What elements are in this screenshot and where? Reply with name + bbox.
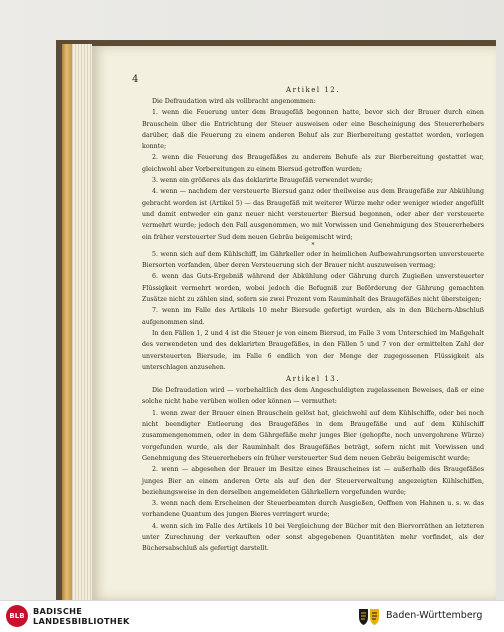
library-name-line1: BADISCHE (33, 606, 83, 616)
paragraph: 4. wenn sich im Falle des Artikels 10 bei Vergleichung der Bücher mit den Biervorräthen an letzteren unter Zurechnung der verkauften oder sonst abgegebenen Quantitäten mehr vorfindet, als der Büchersabschluß als gefertigt darstellt. (142, 522, 484, 553)
paragraph: Die Defraudation wird als vollbracht angenommen: (152, 98, 316, 105)
article-heading: Artikel 12. (286, 86, 340, 94)
book-gilt-edge (62, 44, 72, 600)
page-stack (72, 44, 92, 600)
paragraph: 3. wenn ein größeres als das deklarirte Braugefäß verwendet wurde; (152, 177, 374, 185)
paragraph: 2. wenn — abgesehen der Brauer im Besitze eines Brauscheines ist — außerhalb des Braugefäßes junges Bier an einem anderen Orte als auf den der Steuerverwaltung angezeigten Kühlschiffen, beziehungsweise in den derselben angemeldeten Gährkellern vorgefunden wurde; (142, 466, 484, 496)
baden-wuerttemberg-coat-of-arms-icon (356, 606, 382, 628)
library-name[interactable] (33, 606, 130, 626)
paragraph: 2. wenn die Feuerung des Braugefäßes zu anderem Behufe als zur Bierbereitung gestattet war, gleichwohl aber Vorbereitungen zu einem Biersud getroffen wurden; (142, 154, 484, 173)
page-number: 4 (132, 74, 139, 85)
footer-bar (0, 600, 504, 632)
paragraph: Die Defraudation wird — vorbehaltlich des dem Angeschuldigten zugelassenen Beweises, daß er eine solche nicht habe verüben wollen oder können — vermuthet: (142, 387, 484, 406)
paragraph: In den Fällen 1, 2 und 4 ist die Steuer je von einem Biersud, im Falle 3 vom Unterschied im Maßgehalt des verwendeten und des deklarirten Braugefäßes, in den Fällen 5 und 7 von der ermittelten Zahl der unversteuerten Biersude, im Falle 6 endlich von der Menge der zugegossenen Flüssigkeit als unterschlagen anzusehen. (142, 329, 484, 371)
paragraph: 3. wenn nach dem Erscheinen der Steuerbeamten durch Ausgießen, Oeffnen von Hahnen u. s. w. das vorhandene Quantum des jungen Bieres verringert wurde; (142, 500, 484, 519)
paragraph: 1. wenn die Feuerung unter dem Braugefäß begonnen hatte, bevor sich der Brauer durch einen Brauschein über die Entrichtung der Steuer ausweisen oder eine Bescheinigung des Steuererhebers darüber, daß die Feuerung zu einem anderen Behuf als zur Bierbereitung gestattet worden, vorlegen konnte; (142, 109, 484, 151)
paragraph: 6. wenn das Guts-Ergebniß während der Abkühlung oder Gährung durch Zugießen unversteuerter Flüssigkeit vermehrt worden, wobei jedoch die Befugniß zur Beförderung der Gährung gemachten Zusätze nicht zu zählen sind, sofern sie zwei Prozent vom Rauminhalt des Braugefäßes nicht übersteigen; (142, 273, 484, 304)
paragraph: 7. wenn im Falle des Artikels 10 mehr Biersude gefertigt wurden, als in den Büchern-Abschluß aufgenommen sind. (142, 307, 484, 326)
paragraph: 1. wenn zwar der Brauer einen Brauschein gelöst hat, gleichwohl auf dem Kühlschiffe, oder bei noch nicht beendigter Entleerung des Braugefäßes in dem Braugefäße und auf dem Kühlschiff zusammengenommen, oder in dem Gährgefäße mehr junges Bier (gehopfte, noch unvergohrene Würze) vorgefunden wurde, als der Rauminhalt des Braugefäßes beträgt, sofern nicht mit Vorwissen und Genehmigung des Steuererhebers ein früher versteuerter Sud dem neuen Gebräu beigemischt wurde; (142, 409, 484, 462)
book-page (92, 46, 496, 600)
page-text (142, 84, 484, 555)
library-name-line2: LANDESBIBLIOTHEK (33, 616, 130, 626)
paragraph: 4. wenn — nachdem der versteuerte Biersud ganz oder theilweise aus dem Braugefäße zur Abkühlung gebracht worden ist (Artikel 5) — das Braugefäß mit weiterer Würze mehr oder weniger wieder angefüllt und damit entweder ein ganz neuer nicht versteuerter Biersud begonnen, oder aber der versteuerte vermehrt wurde; jedoch den Fall ausgenommen, wo mit Vorwissen und Genehmigung des Steuererhebers ein früher versteuerter Sud dem neuen Gebräu beigemischt wird; (142, 188, 484, 241)
state-name[interactable]: Baden-Württemberg (386, 610, 483, 621)
blb-logo-icon[interactable]: BLB (6, 605, 28, 627)
paragraph: 5. wenn sich auf dem Kühlschiff, im Gährkeller oder in heimlichen Aufbewahrungsorten unversteuerte Biersorten vorfanden, über deren Versteuerung sich der Brauer nicht auszuweisen vermag; (142, 250, 484, 270)
printer-mark: * (311, 241, 315, 249)
article-heading: Artikel 13. (286, 375, 340, 384)
